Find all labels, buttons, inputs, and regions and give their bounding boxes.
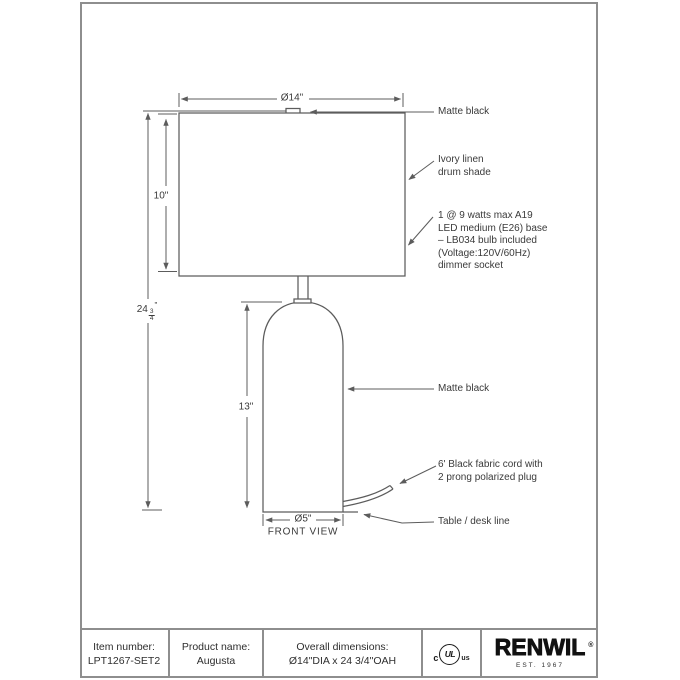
- neck-rod-outline: [298, 276, 308, 299]
- power-cord-line: [343, 486, 393, 507]
- ul-mark: UL: [444, 649, 456, 659]
- title-block: [80, 628, 598, 678]
- shade-material-line-2: drum shade: [438, 166, 491, 178]
- shade-top-finish-label: Matte black: [438, 106, 490, 117]
- product-name-label: Product name:: [181, 641, 251, 653]
- item-number-label: Item number:: [93, 641, 155, 653]
- bulb-spec-line-3: – LB034 bulb included: [438, 235, 537, 246]
- table-line-label: Table / desk line: [438, 516, 510, 527]
- lamp-base-outline: [263, 302, 343, 512]
- overall-dimensions-label: Overall dimensions:: [296, 641, 389, 653]
- cul-us-mark: us: [461, 654, 470, 662]
- overall-height-whole: 24: [136, 304, 148, 315]
- base-diameter-dim-text: Ø5": [294, 513, 312, 525]
- finial-outline: [286, 109, 300, 114]
- ul-circle-icon: [439, 644, 460, 665]
- neck-collar-outline: [294, 299, 311, 303]
- cord-spec-line-1: 6' Black fabric cord with: [438, 459, 543, 470]
- shade-material-label: [438, 154, 491, 179]
- bulb-spec-line-1: 1 @ 9 watts max A19: [438, 210, 533, 221]
- brand-name-text: RENWIL: [494, 633, 586, 660]
- shade-diameter-dim-text: Ø14": [280, 92, 304, 104]
- item-number-cell: [80, 630, 170, 678]
- brand-cell: [482, 630, 598, 678]
- shade-material-leader: [409, 161, 434, 180]
- shade-height-dim-text: 10": [153, 190, 169, 202]
- overall-dimensions-cell: [264, 630, 423, 678]
- product-name-cell: [170, 630, 264, 678]
- overall-height-fraction: [149, 309, 155, 321]
- product-name-value: Augusta: [196, 655, 236, 667]
- overall-height-unit: ": [154, 301, 158, 310]
- brand-tagline: EST. 1967: [516, 661, 564, 669]
- drum-shade-outline: [179, 113, 405, 276]
- cord-spec-leader: [400, 466, 436, 484]
- bulb-spec-line-2: LED medium (E26) base: [438, 222, 548, 234]
- cul-us-listed-icon: [433, 643, 469, 666]
- cord-spec-label: [438, 459, 543, 484]
- overall-dimensions-value: Ø14"DIA x 24 3/4"OAH: [288, 655, 397, 667]
- registered-trademark-icon: ®: [588, 641, 594, 649]
- overall-height-dim-text: [135, 301, 160, 321]
- certification-cell: [423, 630, 482, 678]
- overall-height-denominator: 4: [149, 314, 154, 322]
- bulb-spec-leader: [409, 217, 434, 245]
- base-finish-label: Matte black: [438, 383, 490, 394]
- bulb-spec-line-5: dimmer socket: [438, 260, 504, 271]
- item-number-value: LPT1267-SET2: [87, 655, 161, 667]
- cul-c-mark: c: [433, 653, 439, 663]
- renwil-logo: [494, 633, 594, 660]
- shade-material-line-1: Ivory linen: [438, 154, 484, 165]
- front-view-caption: FRONT VIEW: [267, 526, 339, 538]
- bulb-spec-label: [438, 210, 548, 273]
- base-height-dim-text: 13": [238, 401, 254, 413]
- bulb-spec-line-4: (Voltage:120V/60Hz): [438, 247, 531, 259]
- overall-height-numerator: 3: [149, 308, 154, 315]
- table-line-leader: [364, 515, 434, 524]
- cord-spec-line-2: 2 prong polarized plug: [438, 471, 537, 483]
